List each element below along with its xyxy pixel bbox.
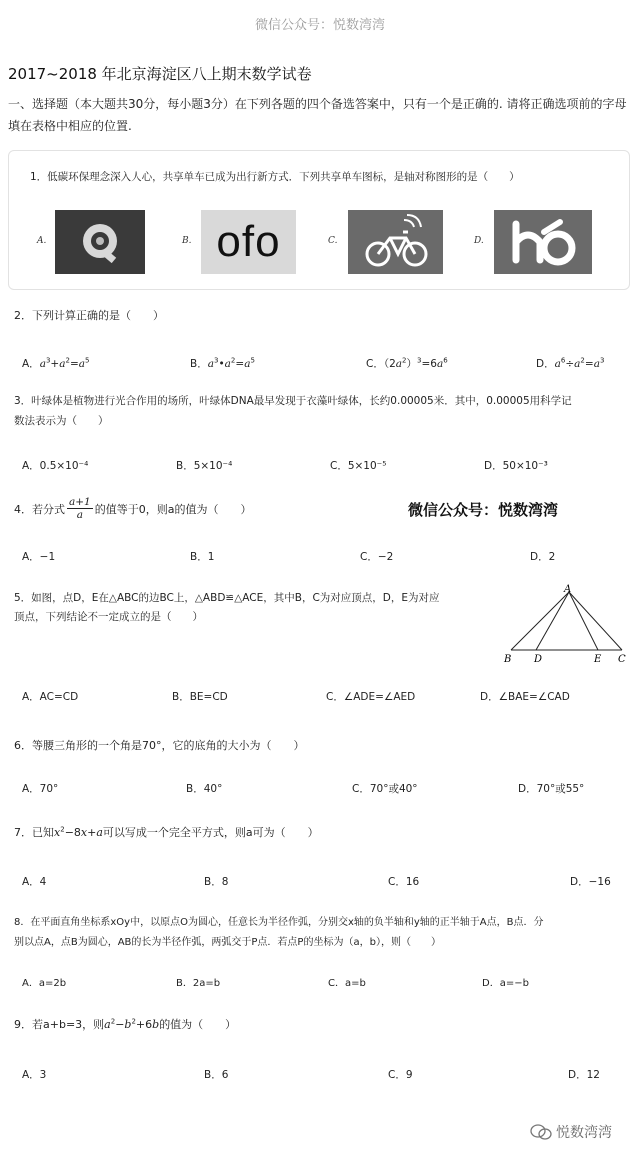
wechat-icon: [530, 1123, 552, 1141]
q4-option-b: B．1: [190, 551, 215, 563]
q3-option-c: C．5×10⁻⁵: [330, 460, 387, 472]
q4-text-pre: 4．若分式: [14, 502, 65, 516]
q2-option-b-label: B．: [190, 358, 208, 370]
page-title: 2017~2018 年北京海淀区八上期末数学试卷: [8, 65, 312, 83]
question-2-text: 2．下列计算正确的是（ ）: [14, 309, 164, 322]
q3-option-a: A．0.5×10⁻⁴: [22, 460, 89, 472]
watermark-top: 微信公众号：悦数湾湾: [254, 18, 385, 33]
point-d-label: D: [534, 654, 543, 665]
q1-logo-b: [201, 210, 296, 274]
question-4-text: [14, 496, 252, 521]
point-b-label: B: [504, 654, 512, 665]
q7-text-pre: 7．已知: [14, 826, 54, 839]
q8-option-a: A．a=2b: [22, 978, 67, 989]
q8-option-c: C．a=b: [328, 978, 366, 989]
q6-option-d: D．70°或55°: [518, 783, 585, 795]
q1-logo-a: [55, 210, 145, 274]
q7-text-post: 可以写成一个完全平方式，则a可为（ ）: [102, 826, 319, 839]
q2-option-d: D．$a^6\div a^2=a^3$: [536, 356, 605, 370]
q2-option-b: B．$a^3•a^2=a^5$: [190, 356, 255, 370]
ofo-logo-text: ofo: [216, 217, 281, 266]
point-e-label: E: [594, 654, 602, 665]
watermark-bottom-text: 悦数湾湾: [556, 1125, 612, 1141]
q1-option-d-label: D.: [474, 236, 484, 246]
q-shape-icon: [55, 210, 145, 274]
question-8-line-2: 别以点A，点B为圆心，AB的长为半径作弧，两弧交于P点．若点P的坐标为（a，b），则（ ）: [14, 937, 441, 948]
q4-option-a: A．−1: [22, 551, 56, 563]
triangle-figure: [498, 582, 634, 666]
point-c-label: C: [618, 654, 626, 665]
q9-option-c: C．9: [388, 1069, 413, 1081]
section-intro: 一、选择题（本大题共30分，每小题3分）在下列各题的四个备选答案中，只有一个是正确的. 请将正确选项前的字母填在表格中相应的位置.: [8, 97, 627, 133]
q8-option-b: B．2a=b: [176, 978, 221, 989]
q9-text-pre: 9．若a+b=3，则: [14, 1018, 105, 1031]
q7-option-a: A．4: [22, 876, 47, 888]
question-3-line-2: 数法表示为（ ）: [14, 415, 109, 427]
q9-option-b: B．6: [204, 1069, 229, 1081]
q5-option-d: D．∠BAE=∠CAD: [480, 691, 570, 703]
q1-option-b-label: B.: [182, 236, 192, 246]
q3-option-b: B．5×10⁻⁴: [176, 460, 233, 472]
watermark-mid: 微信公众号：悦数湾湾: [408, 501, 559, 519]
q6-option-c: C．70°或40°: [352, 783, 418, 795]
q2-option-d-label: D．: [536, 358, 555, 370]
q1-option-c-label: C.: [328, 236, 338, 246]
q2-option-c-label: C．: [366, 358, 384, 370]
bicycle-icon: [348, 210, 443, 274]
point-a-label: A: [564, 584, 572, 595]
question-5-line-2: 顶点，下列结论不一定成立的是（ ）: [14, 611, 203, 623]
q7-option-c: C．16: [388, 876, 420, 888]
q7-option-d: D．−16: [570, 876, 611, 888]
q6-option-a: A．70°: [22, 783, 59, 795]
q5-option-a: A．AC=CD: [22, 691, 79, 703]
q5-option-b: B．BE=CD: [172, 691, 228, 703]
q5-option-c: C．∠ADE=∠AED: [326, 691, 416, 703]
q8-option-d: D．a=−b: [482, 978, 529, 989]
q7-option-b: B．8: [204, 876, 229, 888]
question-7-text: 7．已知$x^2-8x+a$可以写成一个完全平方式，则a可为（ ）: [14, 825, 319, 839]
q2-option-c: C．$(2a^2)^3=6a^6$: [366, 356, 448, 370]
bike-share-d-icon: [494, 210, 592, 274]
question-3-line-1: 3．叶绿体是植物进行光合作用的场所，叶绿体DNA最早发现于衣藻叶绿体，长约0.00005米．其中，0.00005用科学记: [14, 395, 572, 407]
q1-option-a-label: A.: [37, 236, 47, 246]
question-5-line-1: 5．如图，点D，E在△ABC的边BC上，△ABD≌△ACE，其中B，C为对应顶点，D，E为对应: [14, 592, 440, 604]
q9-option-a: A．3: [22, 1069, 47, 1081]
question-8-line-1: 8．在平面直角坐标系xOy中，以原点O为圆心，任意长为半径作弧，分别交x轴的负半轴和y轴的正半轴于A点，B点．分: [14, 917, 544, 928]
q2-option-a: A．$a^3+a^2=a^5$: [22, 356, 90, 370]
question-9-text: 9．若a+b=3，则$a^2-b^2+6b$的值为（ ）: [14, 1017, 237, 1031]
q3-option-d: D．50×10⁻³: [484, 460, 548, 472]
watermark-bottom: [530, 1122, 612, 1142]
question-6-text: 6．等腰三角形的一个角是70°，它的底角的大小为（ ）: [14, 739, 305, 752]
q1-logo-d: [494, 210, 592, 274]
q1-logo-c: [348, 210, 443, 274]
q6-option-b: B．40°: [186, 783, 223, 795]
q4-option-c: C．−2: [360, 551, 394, 563]
q9-text-post: 的值为（ ）: [159, 1018, 237, 1031]
q4-text-post: 的值等于0，则a的值为（ ）: [94, 502, 252, 516]
question-1-text: 1．低碳环保理念深入人心，共享单车已成为出行新方式．下列共享单车图标，是轴对称图形的是（ ）: [30, 171, 520, 183]
q4-option-d: D．2: [530, 551, 556, 563]
q2-option-a-label: A．: [22, 358, 40, 370]
q9-option-d: D．12: [568, 1069, 600, 1081]
q4-fraction: a+1 a: [69, 496, 91, 521]
